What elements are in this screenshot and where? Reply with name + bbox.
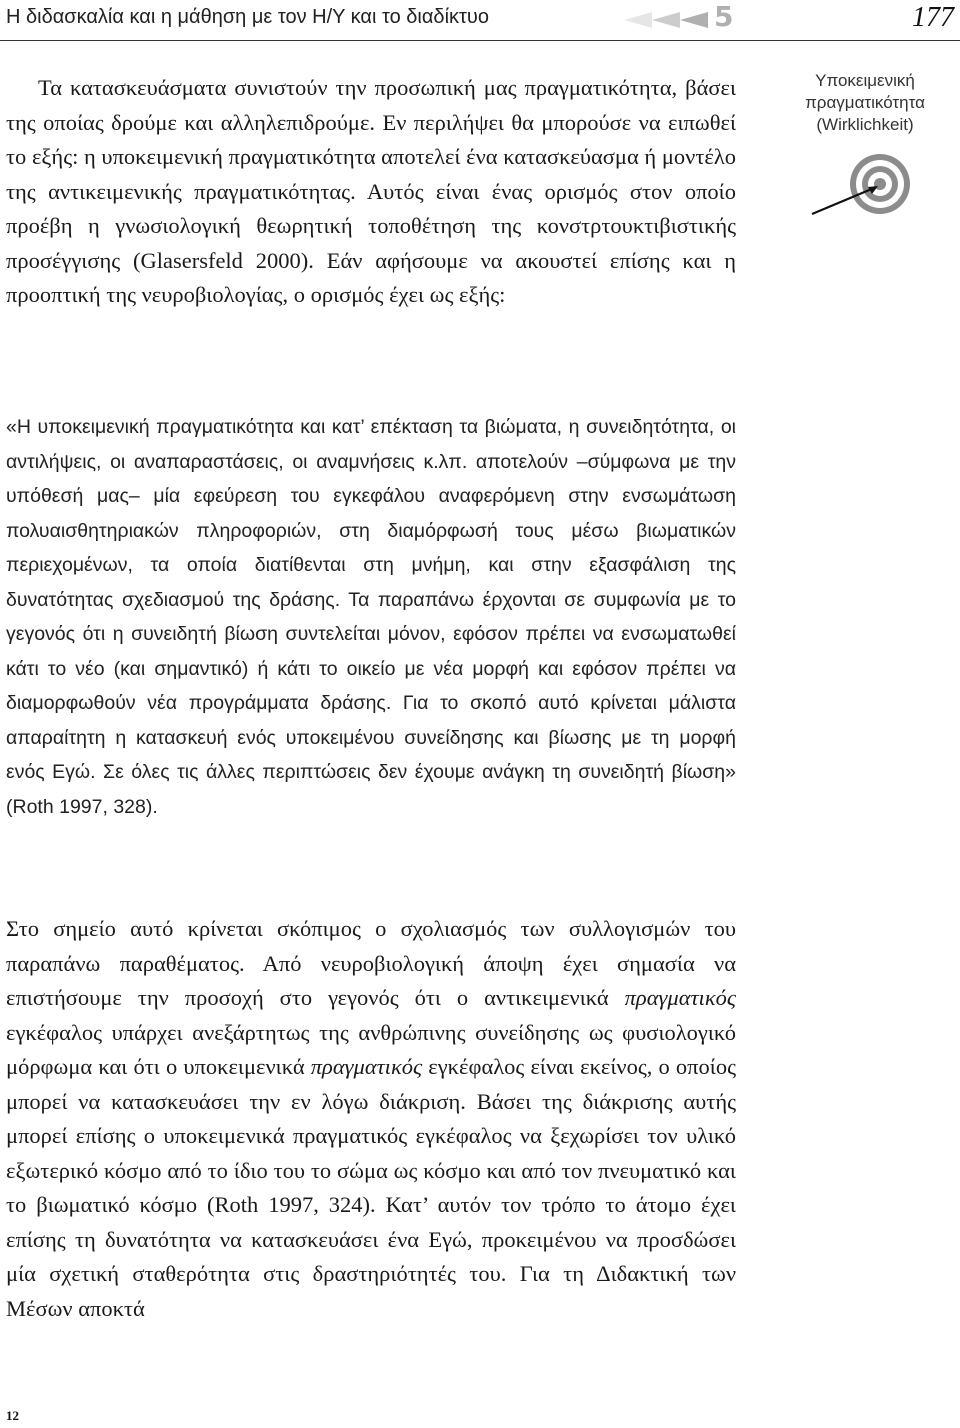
- chapter-arrows-icon: [624, 12, 708, 28]
- italic-term-2: πραγματικός: [310, 1054, 423, 1079]
- italic-term-1: πραγματικός: [624, 985, 736, 1010]
- block-quote: «Η υποκειμενική πραγματικότητα και κατ’ επέκταση τα βιώματα, η συνειδητότητα, οι αντιλήψεις, οι αναπαραστάσεις, οι αναμνήσεις κ.λπ. αποτελούν –σύμφωνα με την υπόθεσή μας– μία εφεύρεση του εγκεφάλου αναφερόμενη στην ενσωμάτωση πολυαισθητηριακών πληροφοριών, στη διαμόρφωσή τους μέσω βιωματικών περιεχομένων, τα οποία διατίθενται στη μνήμη, και στην εξασφάλιση της δυνατότητας σχεδιασμού της δράσης. Τα παραπάνω έρχονται σε συμφωνία με το γεγονός ότι η συνειδητή βίωση συντελείται μόνον, εφόσον πρέπει να ενσωματωθεί κάτι το νέο (και σημαντικό) ή κάτι το οικείο με νέα μορφή και εφόσον πρέπει να διαμορφωθούν νέα προγράμματα δράσης. Για το σκοπό αυτό κρίνεται μάλιστα απαραίτητη η κατασκευή ενός υποκειμένου συνείδησης και βίωσης με τη μορφή ενός Εγώ. Σε όλες τις άλλες περιπτώσεις δεν έχουμε ανάγκη τη συνειδητή βίωση» (Roth 1997, 328).: [6, 416, 736, 818]
- paragraph-1: Τα κατασκευάσματα συνιστούν την προσωπική μας πραγματικότητα, βάσει της οποίας δρούμε και αλληλεπιδρούμε. Εν περιλήψει θα μπορούσε να ειπωθεί το εξής: η υποκειμενική πραγματικότητα αποτελεί ένα κατασκεύασμα ή μοντέλο της αντικειμενικής πραγματικότητας. Αυτός είναι ένας ορισμός στον οποίο προέβη η γνωσιολογική θεωρητική τοποθέτηση της κονστρτουκτιβιστικής προσέγγισης (Glasersfeld 2000). Εάν αφήσουμε να ακουστεί επίσης και η προοπτική της νευροβιολογίας, ο ορισμός έχει ως εξής:: [6, 75, 736, 307]
- page-number: 177: [912, 2, 954, 33]
- paragraph-3-part-3: εγκέφαλος είναι εκείνος, ο οποίος μπορεί να κατασκευάσει την εν λόγω διάκριση. Βάσει της διάκρισης αυτής μπορεί επίσης ο υποκειμενικά πραγματικός εγκέφαλος να ξεχωρίσει τον υλικό εξωτερικό κόσμο από το ίδιο του το σώμα ως κόσμο και από τον πνευματικό και το βιωματικό κόσμο (Roth 1997, 324). Κατ’ αυτόν τον τρόπο το άτομο έχει επίσης τη δυνατότητα να κατασκευάσει ένα Εγώ, προκειμένου να προσδώσει μία σχετική σταθερότητα στις δραστηριότητές του. Για τη Διδακτική των Μέσων αποκτά: [6, 1054, 736, 1321]
- margin-note-line-1: Υποκειμενική: [815, 71, 915, 90]
- paragraph-3-part-2: εγκέφαλος υπάρχει ανεξάρτητως της ανθρώπινης συνείδησης ως φυσιολογικό μόρφωμα και ότι ο υποκειμενικά: [6, 1019, 736, 1079]
- sheet-number: 12: [6, 1408, 19, 1423]
- running-title: Η διδασκαλία και η μάθηση με τον Η/Υ και το διαδίκτυο: [6, 6, 489, 28]
- paragraph-3: [6, 912, 736, 1326]
- target-icon: [808, 150, 918, 220]
- page-header: [0, 0, 960, 40]
- header-rule: [0, 40, 960, 41]
- margin-note: [790, 70, 940, 136]
- margin-note-line-3: (Wirklichkeit): [816, 115, 914, 134]
- chapter-number: 5: [714, 0, 734, 33]
- margin-note-line-2: πραγματικότητα: [805, 93, 925, 112]
- paragraph-3-part-1: Στο σημείο αυτό κρίνεται σκόπιμος ο σχολιασμός των συλλογισμών του παραπάνω παραθέματος. Από νευροβιολογική άποψη έχει σημασία να επιστήσουμε την προσοχή στο γεγονός ότι ο αντικειμενικά: [6, 916, 736, 1010]
